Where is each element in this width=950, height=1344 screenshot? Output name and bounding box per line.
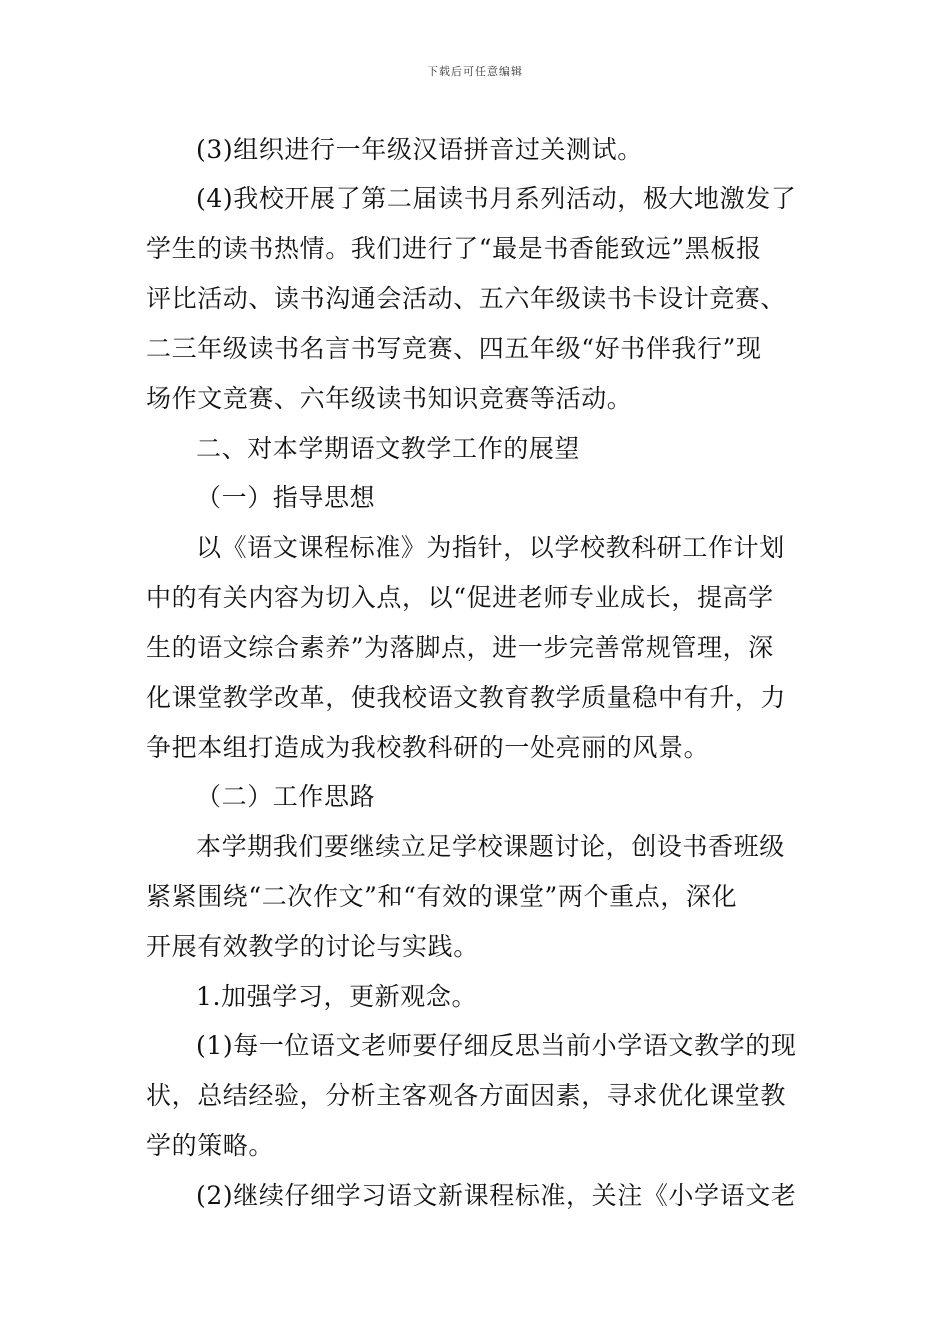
text-line-19: (1)每一位语文老师要仔细反思当前小学语文教学的现 [196,1031,797,1060]
text-line-10: 中的有关内容为切入点，以“促进老师专业成长，提高学 [146,583,774,612]
text-line-9: 以《语文课程标准》为指针，以学校教科研工作计划 [196,533,785,562]
text-line-1: (3)组织进行一年级汉语拼音过关测试。 [196,135,643,164]
text-line-2: (4)我校开展了第二届读书月系列活动，极大地激发了 [196,184,797,213]
text-line-11: 生的语文综合素养”为落脚点，进一步完善常规管理，深 [146,633,774,662]
text-line-22: (2)继续仔细学习语文新课程标准，关注《小学语文老 [196,1181,797,1210]
text-line-17: 开展有效教学的讨论与实践。 [146,932,479,961]
text-line-21: 学的策略。 [146,1131,275,1160]
text-line-3: 学生的读书热情。我们进行了“最是书香能致远”黑板报 [146,234,762,263]
text-line-16: 紧紧围绕“二次作文”和“有效的课堂”两个重点，深化 [146,882,738,911]
text-line-20: 状，总结经验，分析主客观各方面因素，寻求优化课堂教 [146,1081,787,1110]
text-line-13: 争把本组打造成为我校教科研的一处亮丽的风景。 [146,733,710,762]
text-line-5: 二三年级读书名言书写竞赛、四五年级“好书伴我行”现 [146,334,762,363]
text-line-15: 本学期我们要继续立足学校课题讨论，创设书香班级 [196,832,785,861]
subheading-guiding-thought: （一）指导思想 [196,483,376,512]
list-item-1: 1.加强学习，更新观念。 [196,982,478,1011]
text-line-6: 场作文竞赛、六年级读书知识竞赛等活动。 [146,384,633,413]
text-line-4: 评比活动、读书沟通会活动、五六年级读书卡设计竞赛、 [146,284,787,313]
text-line-12: 化课堂教学改革，使我校语文教育教学质量稳中有升，力 [146,683,787,712]
section-heading-2: 二、对本学期语文教学工作的展望 [196,434,581,463]
page-header: 下载后可任意编辑 [427,65,523,78]
subheading-work-approach: （二）工作思路 [196,782,376,811]
